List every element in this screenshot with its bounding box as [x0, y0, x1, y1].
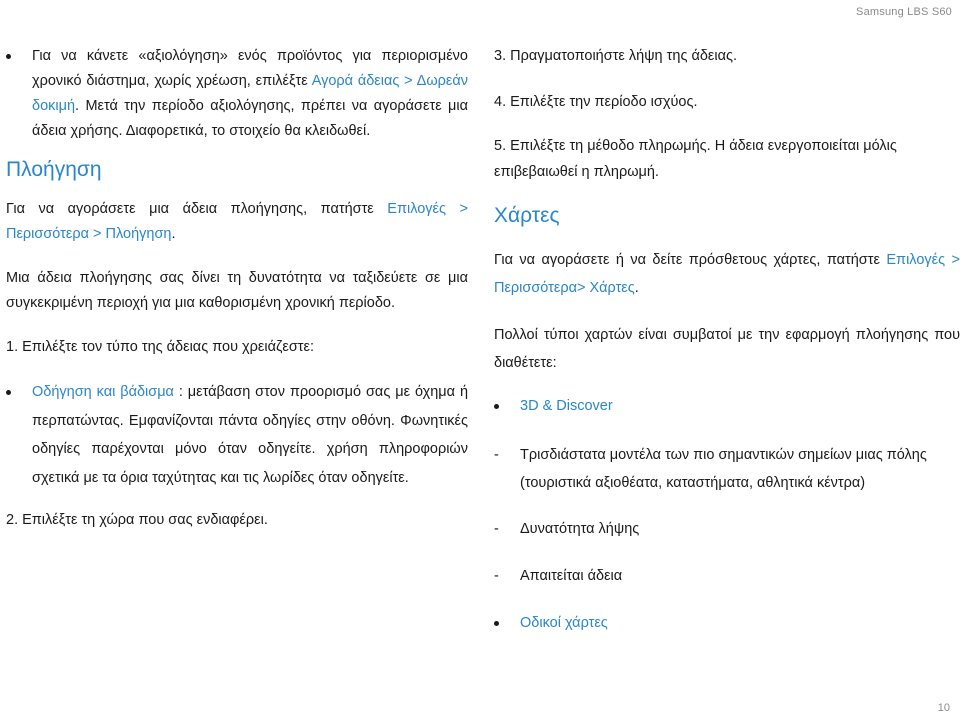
trial-text-b: . Μετά την περίοδο αξιολόγησης, πρέπει να αγοράσετε μια άδεια χρήσης. Διαφορετικά, το στοιχείο θα κλειδωθεί. [32, 98, 468, 139]
map-types-para: Πολλοί τύποι χαρτών είναι συμβατοί με την εφαρμογή πλοήγησης που διαθέτετε: [494, 327, 960, 371]
dash-license [494, 564, 960, 589]
dash-marker: - [494, 447, 499, 463]
guidance-text: : μετάβαση στον προορισμό σας με όχημα ή περπατώντας. Εμφανίζονται πάντα οδηγίες στην οθόνη. Φωνητικές οδηγίες παρέχονται μόνο όταν οδηγείτε. χρήση πληροφοριών σχετικά με τα όρια ταχύτητας και τις λωρίδες όταν οδηγείτε. [32, 384, 469, 486]
bullet-dot-icon [494, 621, 499, 626]
dash-download [494, 517, 960, 542]
maps-menu-path: Επιλογές > Περισσότερα> Χάρτες [494, 252, 960, 296]
guidance-type: Οδήγηση και βάδισμα [32, 384, 174, 400]
right-column [494, 44, 960, 636]
bullet-dot-icon [6, 390, 11, 395]
trial-menu-path: Αγορά άδειας > Δωρεάν δοκιμή [32, 73, 468, 114]
maps-para [494, 246, 960, 302]
dash-marker: - [494, 568, 499, 584]
maps-heading: Χάρτες [494, 204, 560, 227]
step-3: 3. Πραγματοποιήστε λήψη της άδειας. [494, 48, 738, 64]
guidance-bullet [6, 378, 468, 492]
nav-para-text-b: . [171, 226, 176, 242]
navigation-heading: Πλοήγηση [6, 158, 102, 181]
step-2: 2. Επιλέξτε τη χώρα που σας ενδιαφέρει. [6, 512, 268, 528]
navigation-license-para [6, 197, 468, 247]
bullet-road-maps-label: Οδικοί χάρτες [520, 615, 608, 631]
bullet-dot-icon [6, 54, 11, 59]
navigation-license-desc: Μια άδεια πλοήγησης σας δίνει τη δυνατότητα να ταξιδεύετε σε μια συγκεκριμένη περιοχή για μια καθορισμένη χρονική περίοδο. [6, 270, 468, 311]
left-column [6, 44, 468, 533]
nav-para-text-a: Για να αγοράσετε μια άδεια πλοήγησης, πατήστε [6, 201, 388, 217]
trial-bullet [6, 44, 468, 144]
step-5: 5. Επιλέξτε τη μέθοδο πληρωμής. Η άδεια ενεργοποιείται μόλις επιβεβαιωθεί η πληρωμή. [494, 138, 897, 180]
bullet-dot-icon [494, 404, 499, 409]
nav-menu-path: Επιλογές > Περισσότερα > Πλοήγηση [6, 201, 468, 242]
dash-marker: - [494, 521, 499, 537]
dash-3d-models [494, 441, 960, 497]
dash-download-text: Δυνατότητα λήψης [520, 521, 640, 537]
bullet-3d [494, 394, 960, 419]
step-4: 4. Επιλέξτε την περίοδο ισχύος. [494, 94, 698, 110]
maps-para-text-a: Για να αγοράσετε ή να δείτε πρόσθετους χάρτες, πατήστε [494, 252, 887, 268]
trial-text-a: Για να κάνετε «αξιολόγηση» ενός προϊόντος για περιορισμένο χρονικό διάστημα, χωρίς χρέωση, επιλέξτε [32, 48, 468, 89]
step-1: 1. Επιλέξτε τον τύπο της άδειας που χρειάζεστε: [6, 339, 314, 355]
page-number: 10 [937, 702, 950, 714]
dash-license-text: Απαιτείται άδεια [520, 568, 623, 584]
dash-3d-models-text: Τρισδιάστατα μοντέλα των πιο σημαντικών σημείων μιας πόλης (τουριστικά αξιοθέατα, καταστήματα, αθλητικά κέντρα) [520, 447, 927, 491]
bullet-road-maps [494, 611, 960, 636]
maps-para-text-b: . [634, 280, 639, 296]
bullet-3d-label: 3D & Discover [520, 398, 613, 414]
running-header: Samsung LBS S60 [856, 6, 952, 18]
